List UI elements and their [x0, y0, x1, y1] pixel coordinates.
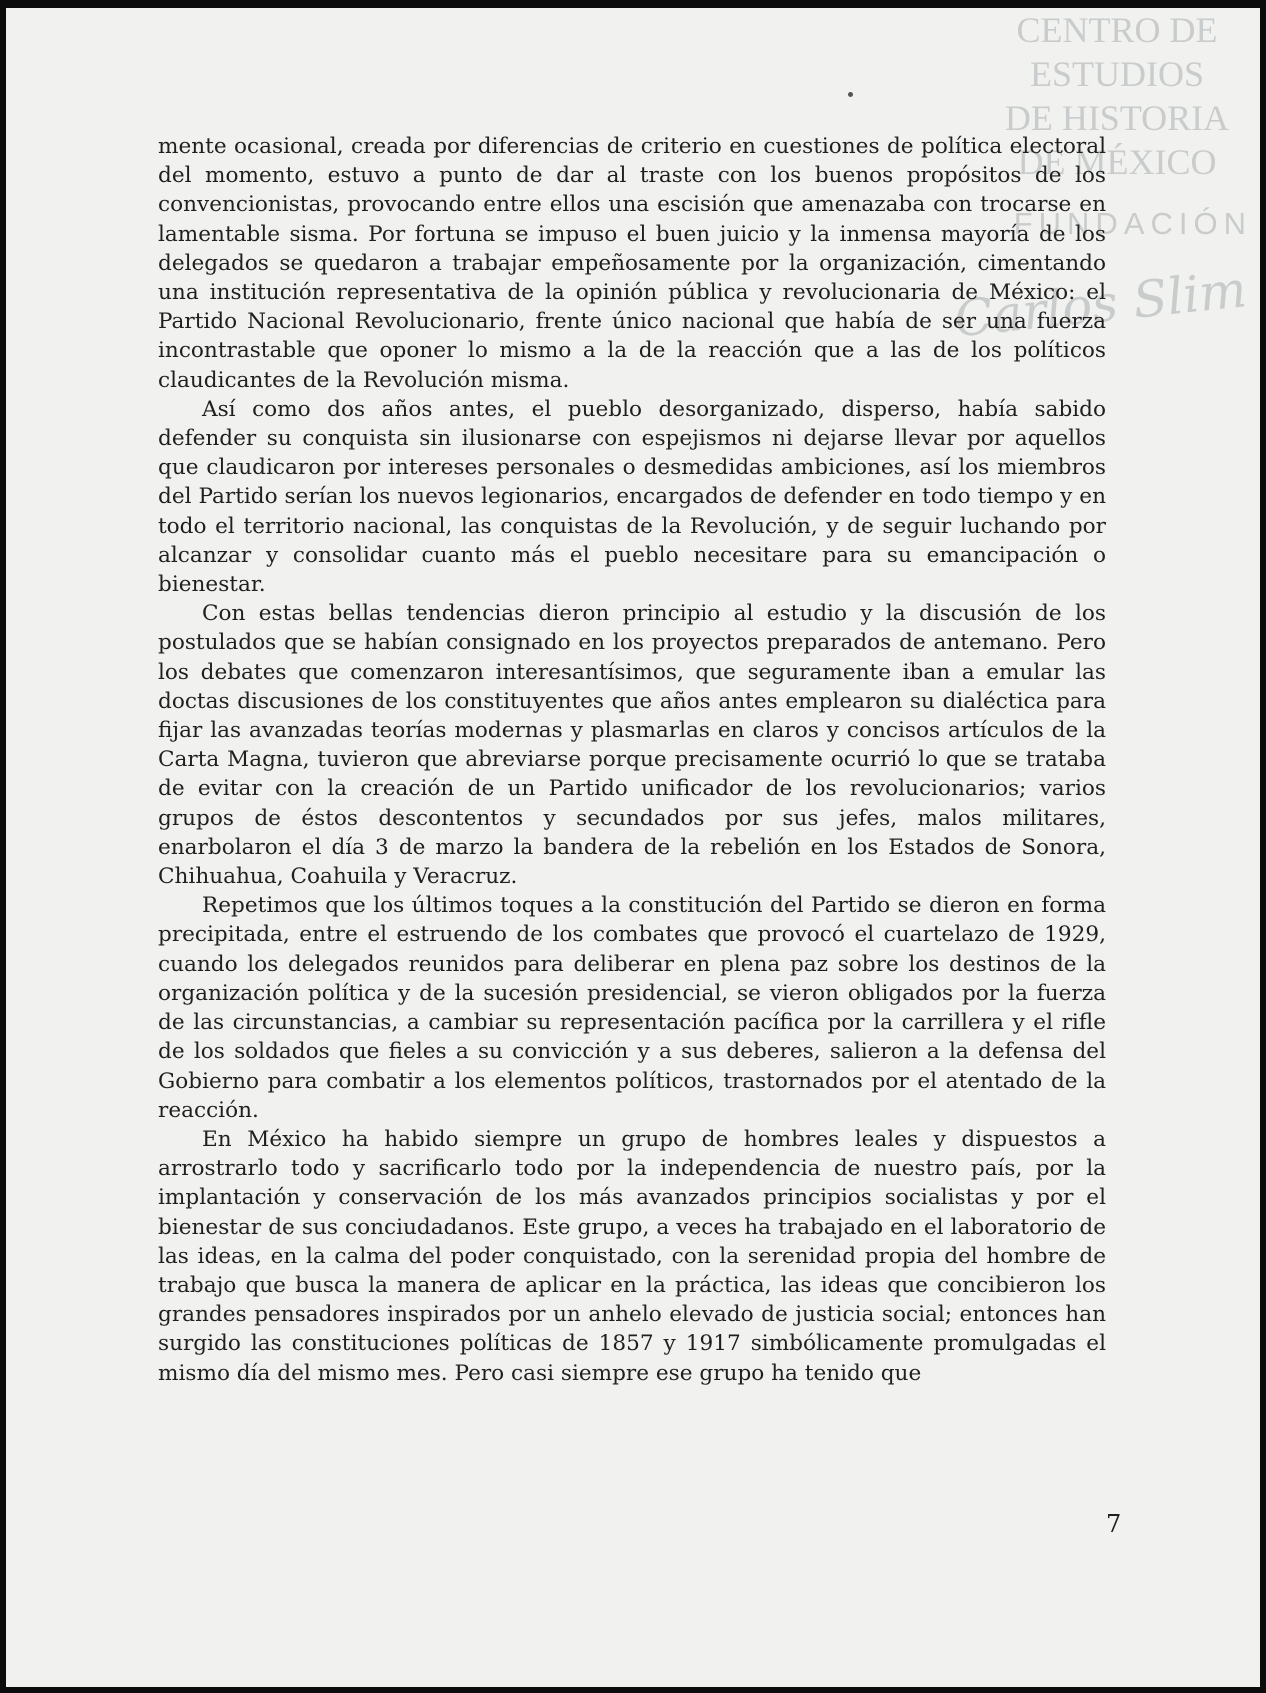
watermark-fundacion: FUNDACIÓN: [1013, 206, 1252, 241]
paragraph: Con estas bellas tendencias dieron principio al estudio y la discusión de los postulados que se habían consignado en los proyectos preparados de antemano. Pero los debates que comenzaron interesantísimos, que seguramente iban a emular las doctas discusiones de los constituyentes que años antes emplearon su dialéctica para fijar las avanzadas teorías modernas y plasmarlas en claros y concisos artículos de la Carta Magna, tuvieron que abreviarse porque precisamente ocurrió lo que se trataba de evitar con la creación de un Partido unificador de los revolucionarios; varios grupos de éstos descontentos y secundados por sus jefes, malos militares, enarbolaron el día 3 de marzo la bandera de la rebelión en los Estados de Sonora, Chihuahua, Coahuila y Veracruz.: [158, 601, 1106, 890]
watermark-line: DE HISTORIA: [1004, 98, 1230, 138]
body-text: [158, 132, 1106, 1388]
watermark-line: DE MÉXICO: [1017, 142, 1217, 182]
paragraph-continuation: mente ocasional, creada por diferencias de criterio en cuestiones de política electoral del momento, estuvo a punto de dar al traste con los buenos propósitos de los convencionistas, provocando entre ellos una escisión que amenazaba con trocarse en lamentable sisma. Por fortuna se impuso el buen juicio y la inmensa mayoría de los delegados se quedaron a trabajar empeñosamente por la organización, cimentando una institución representativa de la opinión pública y revolucionaria de México: el Partido Nacional Revolucionario, frente único nacional que había de ser una fuerza incontrastable que oponer lo mismo a la de la reacción que a las de los políticos claudicantes de la Revolución misma.: [158, 134, 1106, 393]
page-number: 7: [1106, 1510, 1122, 1538]
watermark-signature: Carlos Slim: [951, 260, 1250, 349]
watermark-line: ESTUDIOS: [1029, 54, 1204, 94]
watermark-line: CENTRO DE: [1016, 10, 1218, 50]
paragraph: Repetimos que los últimos toques a la constitución del Partido se dieron en forma precipitada, entre el estruendo de los combates que provocó el cuartelazo de 1929, cuando los delegados reunidos para deliberar en plena paz sobre los destinos de la organización política y de la sucesión presidencial, se vieron obligados por la fuerza de las circunstancias, a cambiar su representación pacífica por la carrillera y el rifle de los soldados que fieles a su convicción y a sus deberes, salieron a la defensa del Gobierno para combatir a los elementos políticos, trastornados por el atentado de la reacción.: [158, 893, 1106, 1123]
paragraph: En México ha habido siempre un grupo de hombres leales y dispuestos a arrostrarlo todo y sacrificarlo todo por la independencia de nuestro país, por la implantación y conservación de los más avanzados principios socialistas y por el bienestar de sus conciudadanos. Este grupo, a veces ha trabajado en el laboratorio de las ideas, en la calma del poder conquistado, con la serenidad propia del hombre de trabajo que busca la manera de aplicar en la práctica, las ideas que concibieron los grandes pensadores inspirados por un anhelo elevado de justicia social; entonces han surgido las constituciones políticas de 1857 y 1917 simbólicamente promulgadas el mismo día del mismo mes. Pero casi siempre ese grupo ha tenido que: [158, 1126, 1106, 1386]
ink-speck: [848, 92, 853, 97]
document-page: [6, 8, 1260, 1687]
paragraph: Así como dos años antes, el pueblo desorganizado, disperso, había sabido defender su conquista sin ilusionarse con espejismos ni dejarse llevar por aquellos que claudicaron por intereses personales o desmedidas ambiciones, así los miembros del Partido serían los nuevos legionarios, encargados de defender en todo tiempo y en todo el territorio nacional, las conquistas de la Revolución, y de seguir luchando por alcanzar y consolidar cuanto más el pueblo necesitare para su emancipación o bienestar.: [158, 396, 1106, 598]
